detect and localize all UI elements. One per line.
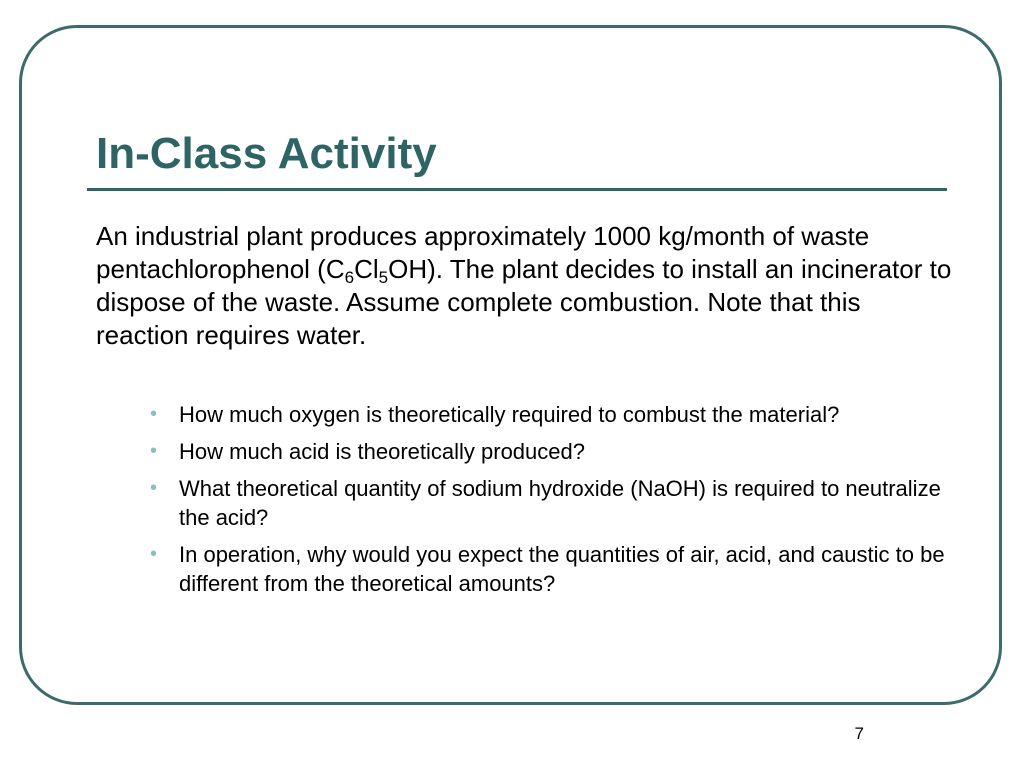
question-list	[150, 400, 960, 606]
subscript-chlorine-count: 5	[378, 268, 389, 287]
question-item	[150, 437, 960, 466]
question-text: How much acid is theoretically produced?	[179, 439, 585, 464]
question-item	[150, 400, 960, 429]
intro-text-part-2: Cl	[354, 254, 379, 284]
bullet-icon: •	[150, 477, 158, 499]
slide-title: In-Class Activity	[96, 129, 437, 178]
intro-paragraph	[96, 220, 956, 352]
page-number: 7	[854, 724, 864, 743]
bullet-icon: •	[150, 543, 158, 565]
bullet-icon: •	[150, 403, 158, 425]
intro-text-part-3: OH). The plant decides to install an incinerator to dispose of the waste. Assume complete combustion. Note that this reaction requires water.	[96, 254, 952, 350]
subscript-carbon-count: 6	[344, 268, 355, 287]
intro-text-part-1: An industrial plant produces approximately 1000 kg/month of waste pentachlorophenol (C	[96, 221, 870, 284]
title-divider	[87, 188, 947, 191]
question-text: How much oxygen is theoretically required to combust the material?	[179, 402, 840, 427]
bullet-icon: •	[150, 440, 158, 462]
question-text: What theoretical quantity of sodium hydroxide (NaOH) is required to neutralize the acid?	[179, 476, 941, 530]
question-item	[150, 540, 960, 598]
question-text: In operation, why would you expect the quantities of air, acid, and caustic to be different from the theoretical amounts?	[179, 542, 945, 596]
question-item	[150, 474, 960, 532]
